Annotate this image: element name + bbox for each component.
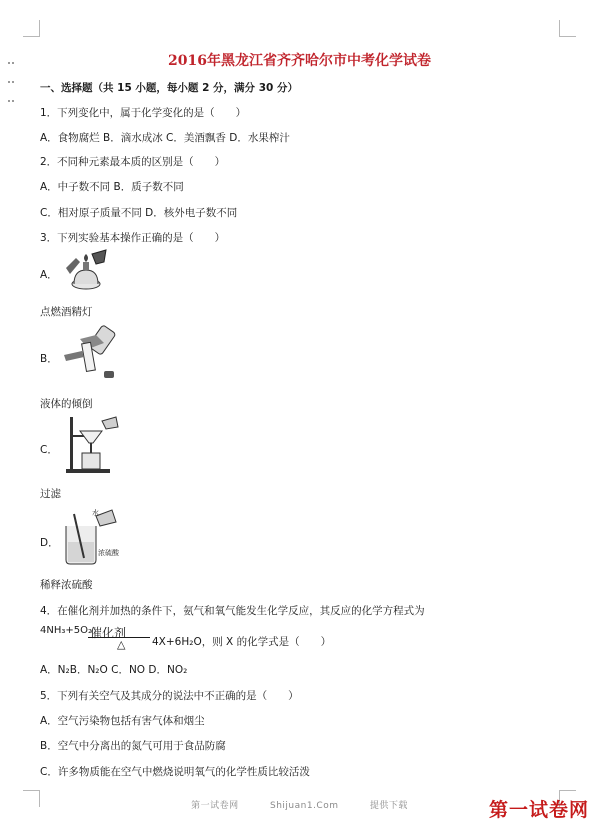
option-c-caption: 过滤 — [40, 488, 61, 500]
brand-watermark: 第一试卷网 — [488, 799, 589, 821]
question-3-stem: 3．下列实验基本操作正确的是（ ） — [40, 232, 226, 244]
figure-label-acid: 浓硫酸 — [98, 549, 119, 557]
liquid-pouring-figure — [60, 323, 130, 381]
question-5-option-b: B．空气中分离出的氮气可用于食品防腐 — [40, 740, 226, 752]
exam-title: 2016年黑龙江省齐齐哈尔市中考化学试卷 — [168, 53, 431, 69]
question-5-option-c: C．许多物质能在空气中燃烧说明氧气的化学性质比较活泼 — [40, 766, 310, 778]
footer-download: 提供下载 — [369, 801, 408, 811]
alcohol-lamp-figure — [60, 248, 110, 292]
equation-left: 4NH₃+5O₂ — [40, 625, 92, 636]
equation-catalyst: 催化剂 — [90, 626, 127, 640]
question-2-options-ab: A．中子数不同 B．质子数不同 — [40, 181, 184, 193]
crop-mark-top-left — [23, 20, 40, 37]
question-4-stem: 4．在催化剂并加热的条件下，氨气和氧气能发生化学反应，其反应的化学方程式为 — [40, 605, 425, 617]
equation-heat: △ — [117, 638, 126, 651]
option-a-label: A． — [40, 269, 58, 281]
question-1-stem: 1．下列变化中，属于化学变化的是（ ） — [40, 107, 247, 119]
section-heading: 一、选择题（共 15 小题，每小题 2 分，满分 30 分） — [40, 82, 298, 94]
filtration-figure — [60, 413, 126, 475]
option-c-label: C． — [40, 444, 58, 456]
question-2-options-cd: C．相对原子质量不同 D．核外电子数不同 — [40, 207, 238, 219]
figure-label-water: 水 — [92, 509, 99, 517]
question-2-stem: 2．不同种元素最本质的区别是（ ） — [40, 156, 226, 168]
question-5-stem: 5．下列有关空气及其成分的说法中不正确的是（ ） — [40, 690, 299, 702]
option-b-caption: 液体的倾倒 — [40, 398, 93, 410]
question-1-options: A．食物腐烂 B．滴水成冰 C．美酒飘香 D．水果榨汁 — [40, 132, 290, 144]
footer-site-cn: 第一试卷网 — [191, 801, 239, 811]
option-a-caption: 点燃酒精灯 — [40, 306, 93, 318]
question-4-options: A．N₂B．N₂O C．NO D．NO₂ — [40, 664, 188, 676]
footer-site-en[interactable]: Shijuan1.Com — [270, 801, 339, 811]
option-b-label: B． — [40, 353, 58, 365]
equation-right: 4X+6H₂O，则 X 的化学式是（ ） — [152, 636, 332, 648]
option-d-label: D． — [40, 537, 59, 549]
crop-mark-top-right — [559, 20, 576, 37]
question-5-option-a: A．空气污染物包括有害气体和烟尘 — [40, 715, 205, 727]
option-d-caption: 稀释浓硫酸 — [40, 579, 93, 591]
